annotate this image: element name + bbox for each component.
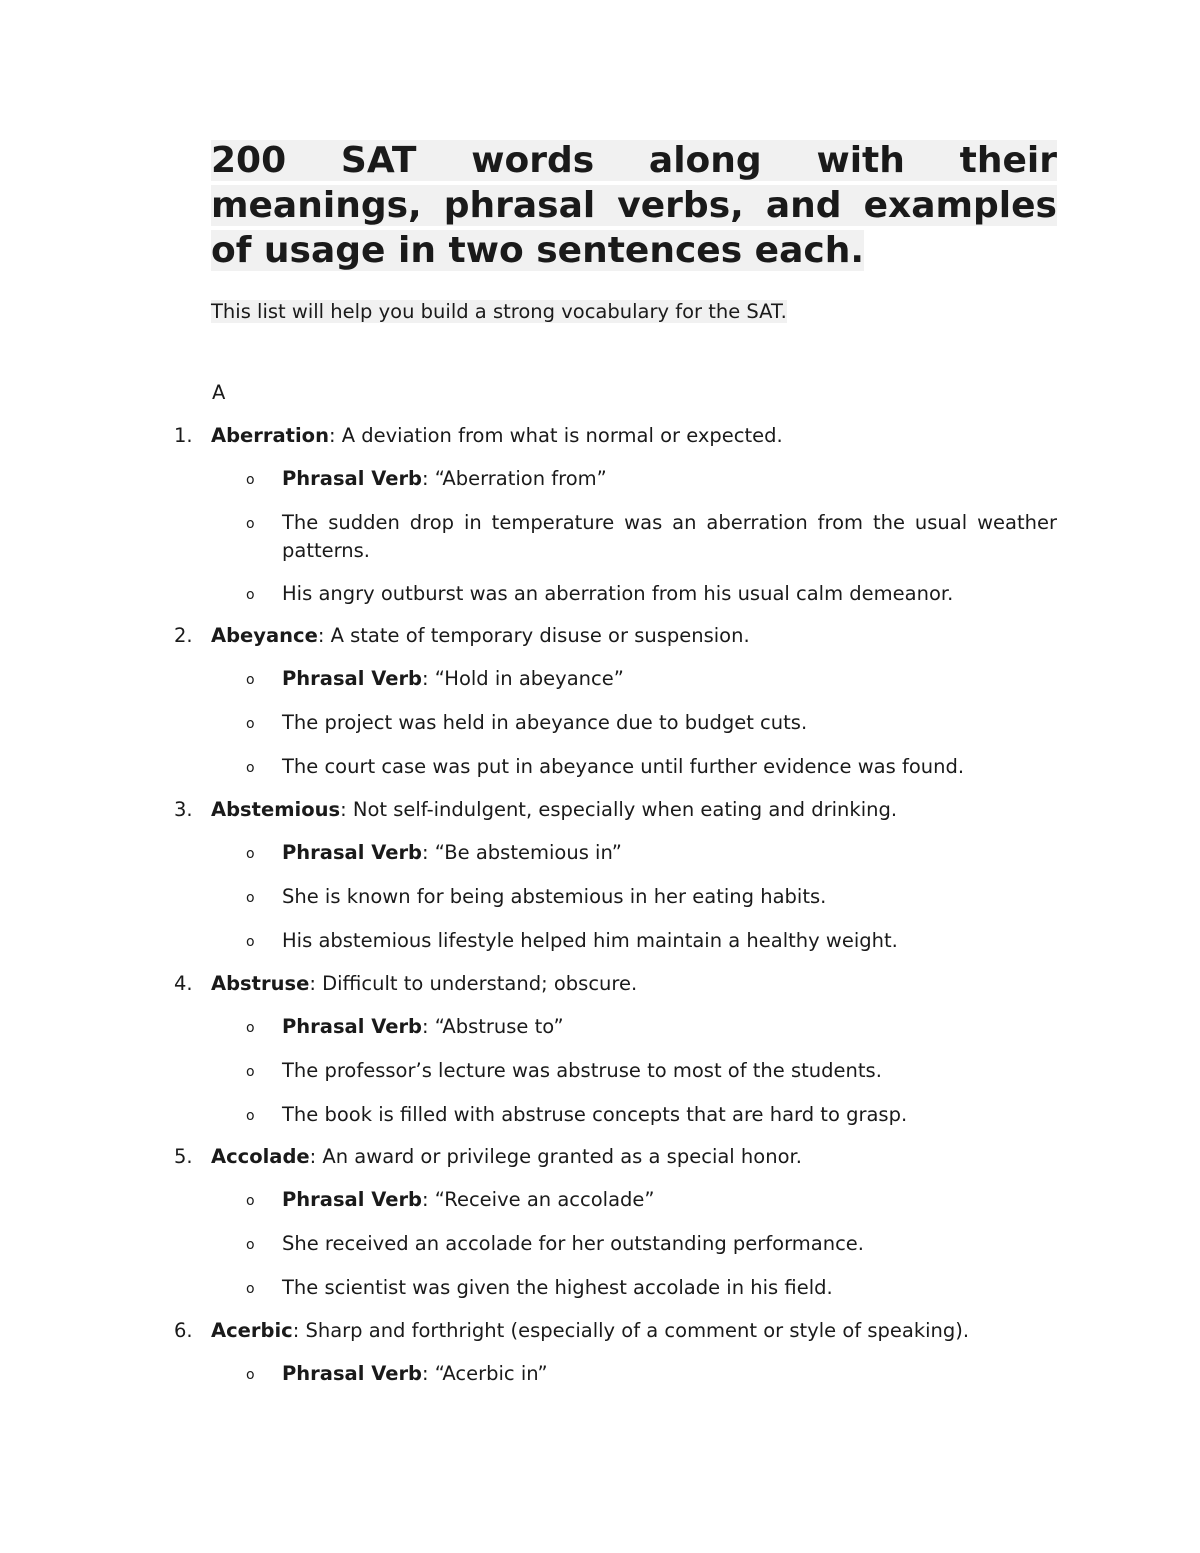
phrasal-verb-label: Phrasal Verb [282, 667, 423, 690]
section-letter: A [212, 381, 226, 404]
list-number: 3. [174, 798, 193, 821]
circle-bullet-icon: o [246, 1064, 255, 1080]
circle-bullet-icon: o [246, 1193, 255, 1209]
circle-bullet-icon: o [246, 1367, 255, 1383]
phrasal-verb-value: : “Be abstemious in” [422, 841, 622, 864]
circle-bullet-icon: o [246, 846, 255, 862]
circle-bullet-icon: o [246, 760, 255, 776]
intro-paragraph [211, 298, 787, 326]
circle-bullet-icon: o [246, 472, 255, 488]
word-term: Acerbic [211, 1319, 293, 1342]
phrasal-verb-value: : “Hold in abeyance” [422, 667, 624, 690]
page-title-text: 200 SAT words along with their meanings, phrasal verbs, and examples of usage in two sentences each. [211, 140, 1057, 271]
list-number: 1. [174, 424, 193, 447]
phrasal-verb-label: Phrasal Verb [282, 841, 423, 864]
word-definition: : Not self-indulgent, especially when eating and drinking. [340, 798, 898, 821]
circle-bullet-icon: o [246, 1237, 255, 1253]
example-sentence: His abstemious lifestyle helped him maintain a healthy weight. [282, 929, 898, 952]
phrasal-verb-label: Phrasal Verb [282, 1015, 423, 1038]
circle-bullet-icon: o [246, 1108, 255, 1124]
page-title [211, 138, 1057, 273]
circle-bullet-icon: o [246, 587, 255, 603]
word-term: Abstruse [211, 972, 310, 995]
circle-bullet-icon: o [246, 672, 255, 688]
phrasal-verb-value: : “Aberration from” [422, 467, 607, 490]
example-sentence: The court case was put in abeyance until further evidence was found. [282, 755, 965, 778]
example-sentence: The book is filled with abstruse concepts that are hard to grasp. [282, 1103, 908, 1126]
example-sentence: The project was held in abeyance due to budget cuts. [282, 711, 808, 734]
phrasal-verb-value: : “Receive an accolade” [422, 1188, 655, 1211]
phrasal-verb-label: Phrasal Verb [282, 467, 423, 490]
word-definition: : Difficult to understand; obscure. [309, 972, 638, 995]
example-sentence: She is known for being abstemious in her eating habits. [282, 885, 827, 908]
example-sentence: The sudden drop in temperature was an aberration from the usual weather patterns. [282, 511, 1057, 562]
example-sentence: She received an accolade for her outstanding performance. [282, 1232, 864, 1255]
list-number: 2. [174, 624, 193, 647]
word-definition: : A state of temporary disuse or suspension. [317, 624, 750, 647]
circle-bullet-icon: o [246, 1020, 255, 1036]
list-number: 5. [174, 1145, 193, 1168]
word-definition: : An award or privilege granted as a special honor. [309, 1145, 802, 1168]
circle-bullet-icon: o [246, 890, 255, 906]
phrasal-verb-value: : “Acerbic in” [422, 1362, 548, 1385]
word-term: Abstemious [211, 798, 341, 821]
example-sentence: His angry outburst was an aberration from his usual calm demeanor. [282, 582, 954, 605]
example-sentence: The scientist was given the highest accolade in his field. [282, 1276, 833, 1299]
intro-text: This list will help you build a strong vocabulary for the SAT. [211, 300, 787, 323]
word-term: Abeyance [211, 624, 318, 647]
word-term: Aberration [211, 424, 329, 447]
list-number: 4. [174, 972, 193, 995]
list-number: 6. [174, 1319, 193, 1342]
phrasal-verb-label: Phrasal Verb [282, 1188, 423, 1211]
word-definition: : Sharp and forthright (especially of a comment or style of speaking). [292, 1319, 970, 1342]
word-definition: : A deviation from what is normal or expected. [328, 424, 783, 447]
circle-bullet-icon: o [246, 516, 255, 532]
circle-bullet-icon: o [246, 1281, 255, 1297]
word-term: Accolade [211, 1145, 310, 1168]
phrasal-verb-label: Phrasal Verb [282, 1362, 423, 1385]
circle-bullet-icon: o [246, 934, 255, 950]
circle-bullet-icon: o [246, 716, 255, 732]
example-sentence: The professor’s lecture was abstruse to most of the students. [282, 1059, 882, 1082]
phrasal-verb-value: : “Abstruse to” [422, 1015, 564, 1038]
